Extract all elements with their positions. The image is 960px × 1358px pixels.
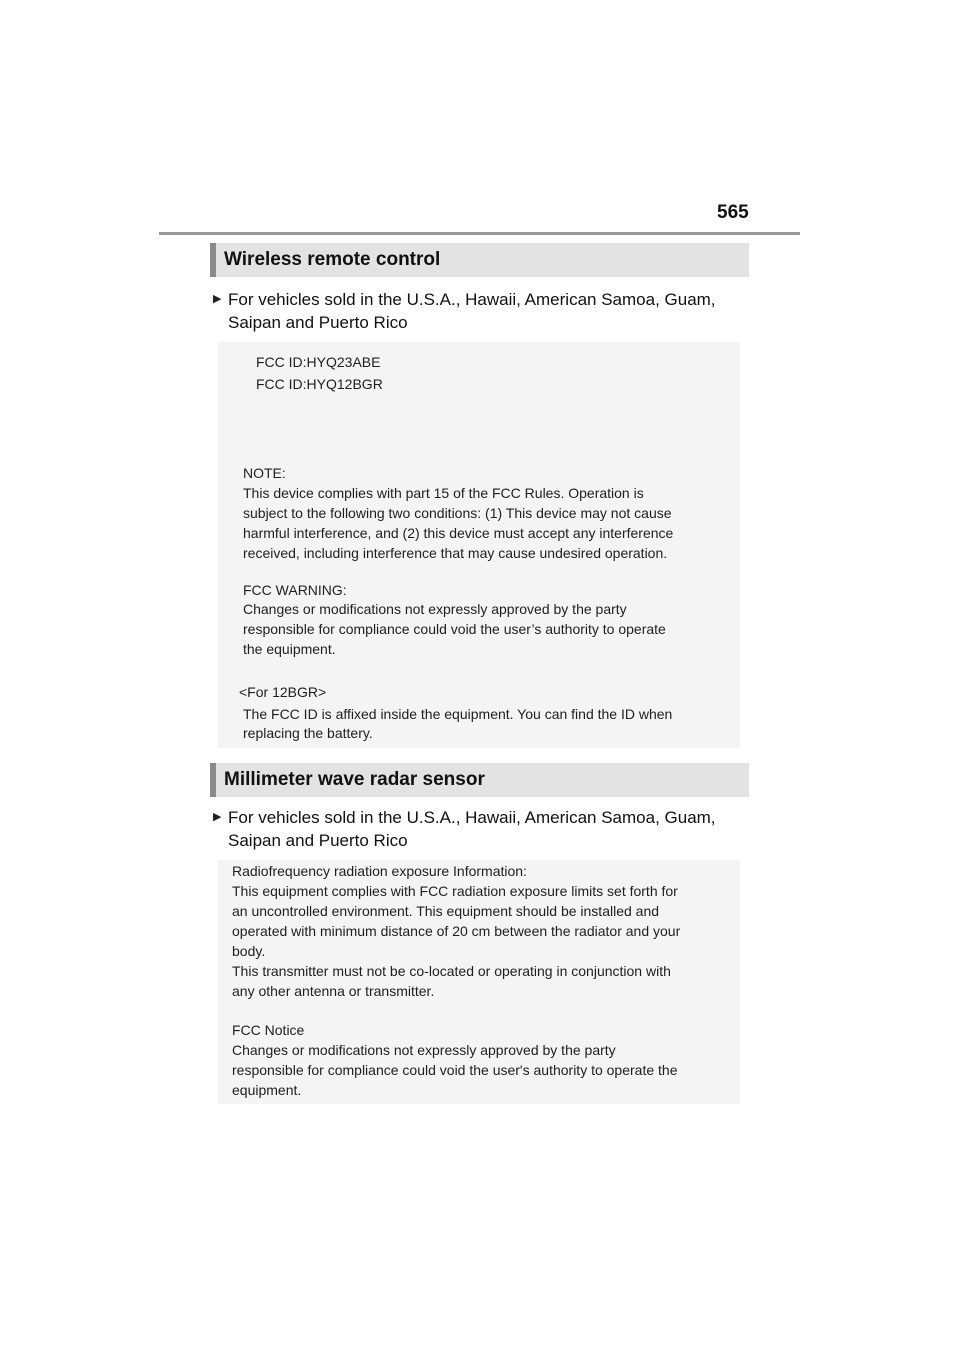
header-rule	[159, 232, 800, 235]
fcc-notice-panel-wireless	[218, 342, 740, 748]
fcc-notice-heading: FCC Notice	[232, 1022, 305, 1038]
warning-text-line: responsible for compliance could void the user’s authority to operate	[243, 621, 666, 637]
fcc-id-location-text: The FCC ID is affixed inside the equipment. You can find the ID when	[243, 706, 673, 722]
warning-text-line: the equipment.	[243, 641, 336, 657]
bullet-item-vehicles-sold	[213, 288, 753, 334]
note-heading: NOTE:	[243, 465, 286, 481]
fcc-id-location-text: replacing the battery.	[243, 725, 373, 741]
bullet-text-line-1: For vehicles sold in the U.S.A., Hawaii, American Samoa, Guam,	[228, 808, 716, 827]
warning-heading: FCC WARNING:	[243, 582, 347, 598]
note-text-line: subject to the following two conditions: (1) This device may not cause	[243, 505, 672, 521]
transmitter-text-line: any other antenna or transmitter.	[232, 983, 435, 999]
warning-text-line: Changes or modifications not expressly approved by the party	[243, 601, 627, 617]
fcc-id-line: FCC ID:HYQ23ABE	[256, 354, 381, 370]
bullet-text-line-1: For vehicles sold in the U.S.A., Hawaii, American Samoa, Guam,	[228, 290, 716, 309]
triangle-bullet-icon: ▶	[213, 293, 222, 305]
radiation-text-line: body.	[232, 943, 266, 959]
section-header-wireless-remote-control	[210, 243, 749, 277]
fcc-notice-panel-radar	[218, 860, 740, 1104]
section-header-millimeter-wave-radar-sensor	[210, 763, 749, 797]
page-number: 565	[717, 202, 749, 223]
bullet-item-vehicles-sold	[213, 806, 753, 852]
triangle-bullet-icon: ▶	[213, 811, 222, 823]
bullet-text-line-2: Saipan and Puerto Rico	[228, 831, 408, 850]
model-label: <For 12BGR>	[239, 684, 327, 700]
fcc-id-line: FCC ID:HYQ12BGR	[256, 376, 383, 392]
section-title: Millimeter wave radar sensor	[224, 769, 485, 790]
fcc-notice-text-line: responsible for compliance could void the user's authority to operate the	[232, 1062, 678, 1078]
fcc-notice-text-line: Changes or modifications not expressly approved by the party	[232, 1042, 616, 1058]
fcc-notice-text-line: equipment.	[232, 1082, 302, 1098]
radiation-text-line: This equipment complies with FCC radiation exposure limits set forth for	[232, 883, 678, 899]
note-text-line: received, including interference that may cause undesired operation.	[243, 545, 668, 561]
transmitter-text-line: This transmitter must not be co-located or operating in conjunction with	[232, 963, 671, 979]
section-title: Wireless remote control	[224, 249, 441, 270]
note-text-line: harmful interference, and (2) this device must accept any interference	[243, 525, 674, 541]
radiation-text-line: an uncontrolled environment. This equipment should be installed and	[232, 903, 660, 919]
radiation-text-line: operated with minimum distance of 20 cm between the radiator and your	[232, 923, 681, 939]
bullet-text-line-2: Saipan and Puerto Rico	[228, 313, 408, 332]
radiation-heading: Radiofrequency radiation exposure Information:	[232, 863, 527, 879]
note-text-line: This device complies with part 15 of the FCC Rules. Operation is	[243, 485, 644, 501]
